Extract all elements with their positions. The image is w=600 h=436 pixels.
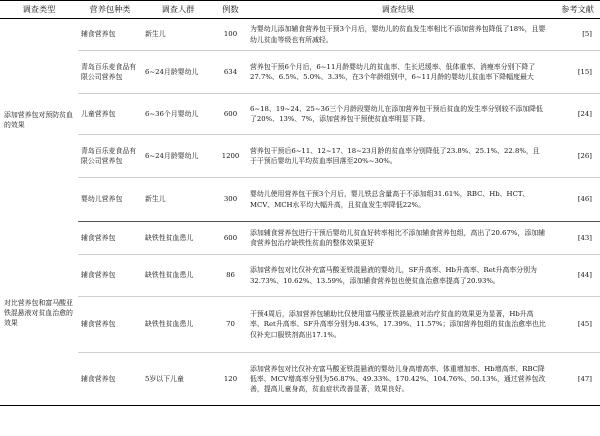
cases-cell: 70: [214, 297, 247, 353]
package-cell: 青岛百乐麦食品有限公司营养包: [78, 51, 142, 94]
population-cell: 缺铁性贫血患儿: [142, 255, 214, 297]
header-cases: 例数: [214, 1, 247, 19]
package-cell: 婴幼儿营养包: [78, 178, 142, 222]
table-row: [0, 255, 600, 297]
result-cell: 添加辅食营养包进行干预后婴幼儿贫血好转率相比不添加辅食营养包组，高出了20.67%，添加辅食营养包治疗缺铁性贫血的整体效果更好: [247, 222, 549, 255]
package-cell: 辅食营养包: [78, 353, 142, 406]
reference-cell: [46]: [549, 178, 600, 222]
reference-cell: [15]: [549, 51, 600, 94]
result-cell: 为婴幼儿添加辅食营养包干预3个月后，婴幼儿的贫血发生率相比不添加营养包降低了18%，且婴幼儿贫血等级也有所减轻。: [247, 19, 549, 51]
reference-cell: [5]: [549, 19, 600, 51]
table-row: [0, 297, 600, 353]
table-row: [0, 51, 600, 94]
header-package: 营养包种类: [78, 1, 142, 19]
cases-cell: 86: [214, 255, 247, 297]
table-row: [0, 19, 600, 51]
table-row: [0, 94, 600, 135]
category-cell: 对比营养包和富马酸亚铁混悬液对贫血治愈的效果: [0, 222, 78, 406]
population-cell: 缺铁性贫血患儿: [142, 222, 214, 255]
reference-cell: [24]: [549, 94, 600, 135]
header-row: [0, 1, 600, 19]
table-row: [0, 222, 600, 255]
result-cell: 婴幼儿使用营养包干预3个月后，婴儿铁总含量高于不添加组31.61%，RBC、Hb、HCT、MCV、MCH水平均大幅升高，且贫血发生率降低22%。: [247, 178, 549, 222]
reference-cell: [26]: [549, 135, 600, 178]
population-cell: 5岁以下儿童: [142, 353, 214, 406]
package-cell: 儿童营养包: [78, 94, 142, 135]
package-cell: 辅食营养包: [78, 222, 142, 255]
cases-cell: 100: [214, 19, 247, 51]
cases-cell: 600: [214, 222, 247, 255]
cases-cell: 1200: [214, 135, 247, 178]
header-reference: 参考文献: [549, 1, 600, 19]
header-population: 调查人群: [142, 1, 214, 19]
cases-cell: 300: [214, 178, 247, 222]
package-cell: 辅食营养包: [78, 255, 142, 297]
result-cell: 添加营养包对比仅补充富马酸亚铁混悬液的婴幼儿，SF升高率、Hb升高率、Ret升高率分别为32.73%、10.62%、13.59%，添加辅食营养包也使贫血治愈率提高了20.93%。: [247, 255, 549, 297]
table-row: [0, 135, 600, 178]
reference-cell: [44]: [549, 255, 600, 297]
population-cell: 新生儿: [142, 19, 214, 51]
result-cell: 营养包干预后6~11、12~17、18~23月龄的贫血率分别降低了23.8%、25.1%、22.8%，且于干预后婴幼儿平均贫血率回落至20%~30%。: [247, 135, 549, 178]
population-cell: 6~36个月婴幼儿: [142, 94, 214, 135]
table-row: [0, 353, 600, 406]
population-cell: 6~24月龄婴幼儿: [142, 135, 214, 178]
result-cell: 添加营养包对比仅补充富马酸亚铁混悬液的婴幼儿身高增高率、体重增加率、Hb增高率、RBC降低率、MCV增高率分别为56.87%、49.33%、170.42%、104.76%、50.13%，通过营养包改善，提高儿童身高，贫血症状改善显著，效果良好。: [247, 353, 549, 406]
result-cell: 营养包干预6个月后，6~11月龄婴幼儿的贫血率、生长迟缓率、低体重率、消瘦率分别下降了27.7%、6.5%、5.0%、3.3%，在3个年龄组别中，6~11月龄的婴幼儿贫血率下降幅度最大: [247, 51, 549, 94]
population-cell: 缺铁性贫血患儿: [142, 297, 214, 353]
package-cell: 青岛百乐麦食品有限公司营养包: [78, 135, 142, 178]
population-cell: 6~24月龄婴幼儿: [142, 51, 214, 94]
cases-cell: 634: [214, 51, 247, 94]
reference-cell: [47]: [549, 353, 600, 406]
population-cell: 新生儿: [142, 178, 214, 222]
package-cell: 辅食营养包: [78, 19, 142, 51]
category-cell: 添加营养包对预防贫血的效果: [4, 110, 73, 130]
reference-cell: [45]: [549, 297, 600, 353]
header-results: 调查结果: [247, 1, 549, 19]
package-cell: 辅食营养包: [78, 297, 142, 353]
reference-cell: [43]: [549, 222, 600, 255]
result-cell: 干预4周后，添加营养包辅助比仅使用富马酸亚铁混悬液对治疗贫血的效果更为显著，Hb升高率、Ret升高率、SF升高率分别为8.43%、17.39%、11.57%；添加营养包组的贫血治愈率也比仅补充口服铁剂高出17.1%。: [247, 297, 549, 353]
table-row: [0, 178, 600, 222]
cases-cell: 600: [214, 94, 247, 135]
header-category: 调查类型: [0, 1, 78, 19]
cases-cell: 120: [214, 353, 247, 406]
result-cell: 6~18、19~24、25~36三个月龄段婴幼儿在添加营养包干预后贫血的发生率分别较不添加降低了20%、13%、7%，添加营养包干预使贫血率明显下降。: [247, 94, 549, 135]
